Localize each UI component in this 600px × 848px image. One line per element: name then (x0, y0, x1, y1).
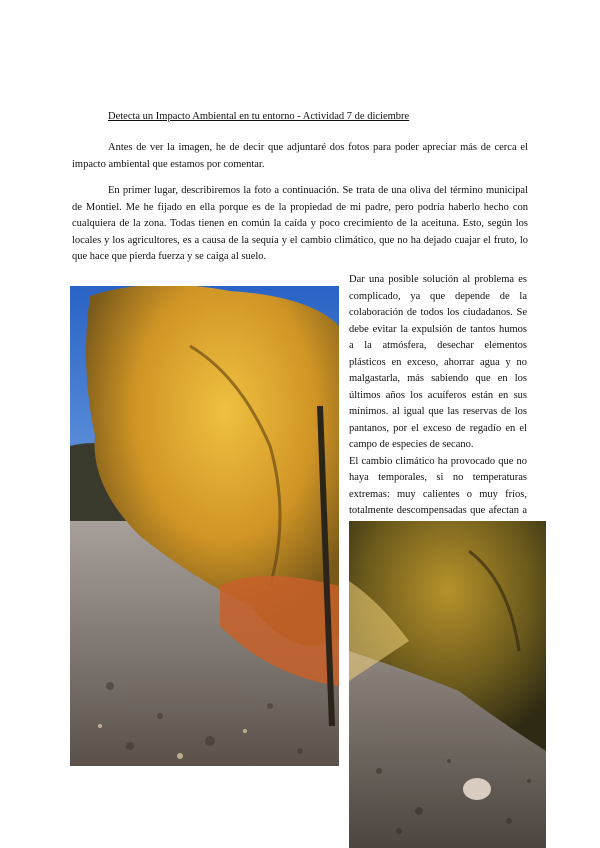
solution-column (349, 272, 527, 536)
document-title: Detecta un Impacto Ambiental en tu entorno - Actividad 7 de diciembre (108, 111, 410, 122)
climate-paragraph: El cambio climático ha provocado que no haya temporales, si no temperaturas extremas: muy calientes o muy fríos, totalmente descompensadas que afectan a (349, 455, 527, 516)
intro-paragraph: Antes de ver la imagen, he de decir que adjuntaré dos fotos para poder apreciar más de cerca el impacto ambiental que estamos por comentar. (72, 142, 528, 170)
olive-ground-photo (349, 521, 546, 848)
description-paragraph: En primer lugar, describiremos la foto a continuación. Se trata de una oliva del término municipal de Montiel. Me he fijado en ella porque es de la propiedad de mi padre, pero podría haberlo hecho con cualquiera de la zona. Todas tienen en común la caída y poco crecimiento de la aceituna. Esto, según los locales y los agricultores, es a causa de la sequía y el cambio climático, que no ha dejado cuajar el fruto, lo que hace que pierda fuerza y se caiga al suelo. (72, 185, 528, 262)
solution-paragraph: Dar una posible solución al problema es complicado, ya que depende de la colaboración de todos los ciudadanos. Se debe evitar la expulsión de tantos humos a la atmósfera, desechar elementos plásticos en exceso, ahorrar agua y no malgastarla, más sabiendo que en los últimos años los acuíferos están en sus mínimos. al igual que las reservas de los pantanos, por el exceso de regadío en el campo de especies de secano. (349, 274, 527, 450)
olive-tree-photo (70, 286, 339, 766)
